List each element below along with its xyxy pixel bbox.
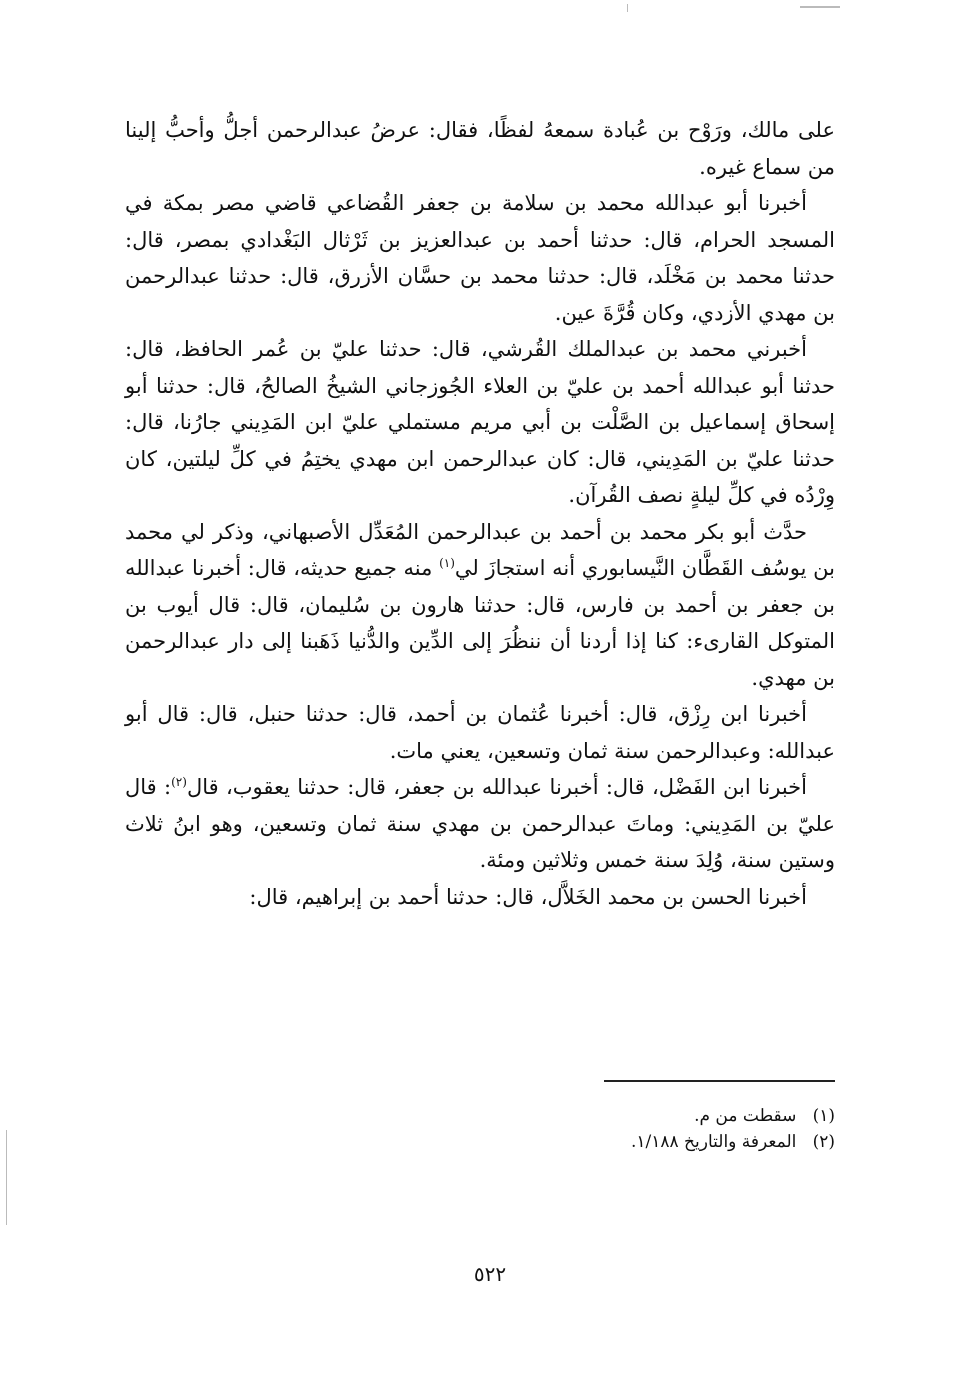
page-number: ٥٢٢ <box>473 1262 507 1286</box>
paragraph-4 <box>125 514 835 697</box>
paragraph-4-text: حدَّث أبو بكر محمد بن أحمد بن عبدالرحمن المُعَدِّل الأصبهاني، وذكر لي محمد بن يوسُف القَطَّان النَّيسابوري أنه استجازَ لي <box>125 519 835 580</box>
footnotes <box>400 1103 835 1155</box>
footnote-ref-2: (٢) <box>171 775 187 789</box>
scan-mark-left <box>6 1130 7 1225</box>
paragraph-4-continuation: منه جميع حديثه، قال: أخبرنا عبدالله بن جعفر بن أحمد بن فارس، قال: حدثنا هارون بن سُليمان، قال: قال أيوب بن المتوكل القارىء: كنا إذا أردنا أن ننظُرَ إلى الدِّين والدُّنيا ذَهَبنا إلى دار عبدالرحمن بن مهدي. <box>125 556 835 690</box>
paragraph-5: أخبرنا ابن رِزْق، قال: أخبرنا عُثمان بن أحمد، قال: حدثنا حنبل، قال: قال أبو عبدالله: وعبدالرحمن سنة ثمان وتسعين، يعني مات. <box>125 702 835 763</box>
footnote-2-number: (٢) <box>812 1132 835 1152</box>
scan-mark-top-left <box>627 4 628 12</box>
footnote-1-number: (١) <box>812 1106 835 1126</box>
paragraph-3: أخبرني محمد بن عبدالملك القُرشي، قال: حدثنا عليّ بن عُمر الحافظ، قال: حدثنا أبو عبدالله أحمد بن عليّ بن العلاء الجُوزجاني الشيخُ الصالحُ، قال: حدثنا أبو إسحاق إسماعيل بن الصَّلْت بن أبي مريم مستملي عليّ ابن المَدِيني جارُنا، قال: حدثنا عليّ بن المَدِيني، قال: كان عبدالرحمن ابن مهدي يختِمُ في كلِّ ليلتين، كان وِرْدُه في كلِّ ليلةٍ نصف القُرآن. <box>125 337 835 507</box>
footnote-2 <box>400 1129 835 1155</box>
paragraph-2: أخبرنا أبو عبدالله محمد بن سلامة بن جعفر القُضاعي قاضي مصر بمكة في المسجد الحرام، قال: حدثنا أحمد بن عبدالعزيز بن ثَرْثال البَغْدادي بمصر، قال: حدثنا محمد بن مَخْلَد، قال: حدثنا محمد بن حسَّان الأزرق، قال: حدثنا عبدالرحمن بن مهدي الأزدي، وكان قُرَّةَ عين. <box>125 191 835 325</box>
paragraph-1: على مالك، ورَوْح بن عُبادة سمعهُ لفظًا، فقال: عرضُ عبدالرحمن أجلُّ وأحبُّ إلينا من سماع غيره. <box>125 118 835 179</box>
paragraph-6 <box>125 769 835 879</box>
paragraph-7: أخبرنا الحسن بن محمد الخَلاَّل، قال: حدثنا أحمد بن إبراهيم، قال: <box>249 884 807 909</box>
paragraph-6-continuation: : قال عليّ بن المَدِيني: وماتَ عبدالرحمن بن مهدي سنة ثمان وتسعين، وهو ابنُ ثلاث وستين سنة، وُلِدَ سنة خمس وثلاثين ومئة. <box>125 775 835 872</box>
page-body <box>125 112 835 915</box>
footnote-ref-1: (١) <box>439 556 455 570</box>
footnote-1 <box>400 1103 835 1129</box>
paragraph-6-text: أخبرنا ابن الفَضْل، قال: أخبرنا عبدالله بن جعفر، قال: حدثنا يعقوب، قال <box>186 775 807 799</box>
scan-mark-top <box>800 6 840 8</box>
footnote-1-text: سقطت من م. <box>694 1106 797 1126</box>
footnote-2-text: المعرفة والتاريخ ١/١٨٨. <box>630 1132 797 1152</box>
footnote-separator <box>604 1080 835 1082</box>
